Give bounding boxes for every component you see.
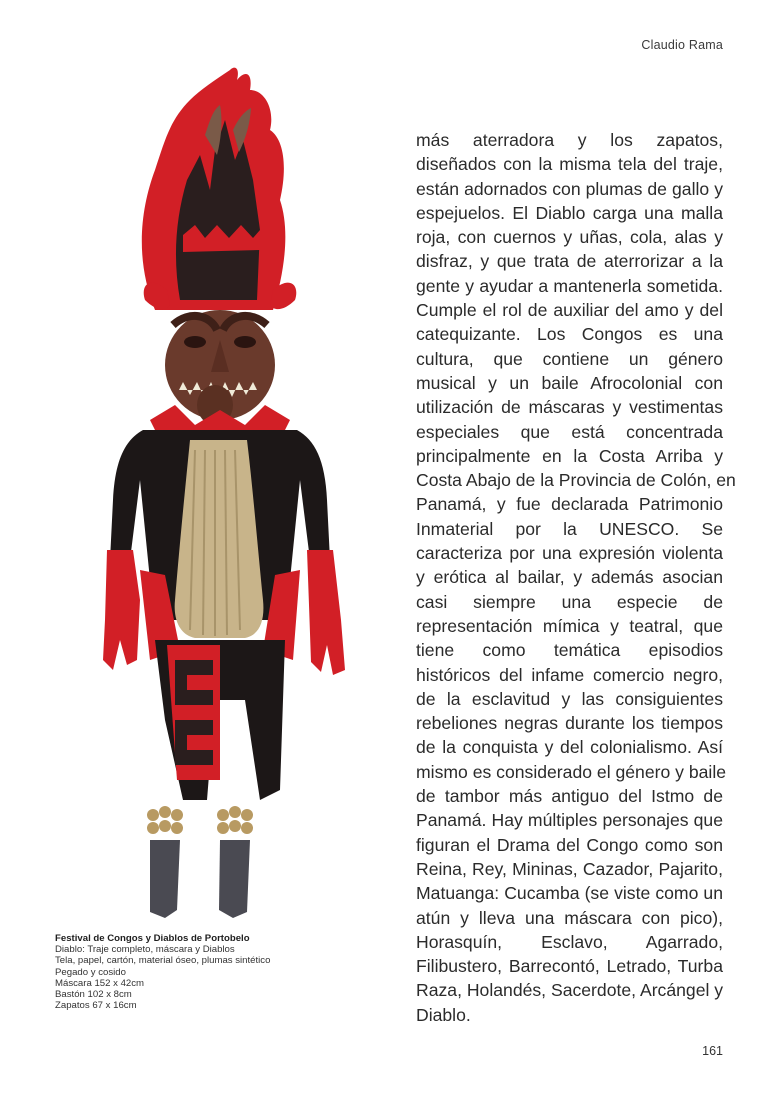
body-line: Reina, Rey, Mininas, Cazador, Pajarito,: [416, 858, 723, 879]
body-line: Horasquín, Esclavo, Agarrado,: [416, 931, 723, 952]
fiber-beard: [175, 440, 264, 638]
body-line: están adornados con plumas de gallo y: [416, 178, 723, 199]
body-line: tiene como temática episodios: [416, 640, 723, 661]
body-line: figuran el Drama del Congo como son: [416, 834, 723, 855]
body-line: Matuanga: Cucamba (se viste como un: [416, 883, 723, 904]
body-line: gente y ayudar a mantenerla sometida.: [416, 275, 723, 296]
body-text-column: [416, 128, 736, 1027]
caption-title: Festival de Congos y Diablos de Portobelo: [55, 933, 250, 944]
diablo-costume-illustration: [95, 60, 360, 930]
right-glove: [307, 550, 345, 675]
body-line: Panamá, y fue declarada Patrimonio: [416, 494, 723, 515]
body-line: Inmaterial por la UNESCO. Se: [416, 518, 723, 539]
left-shoe: [150, 840, 180, 918]
body-line: de la conquista y del colonialismo. Así: [416, 737, 723, 758]
caption-line: Zapatos 67 x 16cm: [55, 1000, 137, 1012]
caption-line: Pegado y cosido: [55, 966, 126, 978]
caption-line: Diablo: Traje completo, máscara y Diablos: [55, 944, 235, 956]
body-line: disfraz, y que trata de aterrorizar a la: [416, 251, 723, 272]
body-line: roja, con cuernos y uñas, cola, alas y: [416, 227, 723, 248]
page-number: 161: [702, 1044, 723, 1058]
body-line: y erótica al bailar, y además asocian: [416, 567, 723, 588]
body-line: históricos del infame comercio negro,: [416, 664, 723, 685]
body-line: Raza, Holandés, Sacerdote, Arcángel y: [416, 980, 724, 1001]
mask-left-eye: [184, 336, 206, 348]
ankle-bells-right: [217, 806, 253, 834]
body-line: Panamá. Hay múltiples personajes que: [416, 810, 723, 831]
body-line: Filibustero, Barrecontó, Letrado, Turba: [416, 956, 723, 977]
caption-line: Máscara 152 x 42cm: [55, 977, 145, 989]
body-line: principalmente en la Costa Arriba y: [416, 445, 723, 466]
body-line: caracteriza por una expresión violenta: [416, 543, 723, 564]
mask-right-eye: [234, 336, 256, 348]
body-line: musical y un baile Afrocolonial con: [416, 372, 723, 393]
body-line: diseñados con la misma tela del traje,: [416, 154, 723, 175]
body-line: cultura, que contiene un género: [416, 348, 723, 369]
body-line: rebeliones negras durante los tiempos: [416, 713, 723, 734]
body-line: más aterradora y los zapatos,: [416, 130, 723, 150]
body-line: catequizante. Los Congos es una: [416, 324, 723, 345]
body-line: casi siempre una especie de: [416, 591, 723, 612]
body-line: atún y lleva una máscara con pico),: [416, 907, 723, 928]
caption-line: Tela, papel, cartón, material óseo, plumas sintético: [55, 955, 271, 967]
diablo-costume-photo: [95, 60, 360, 930]
ankle-bells-left: [147, 806, 183, 834]
right-shoe: [219, 840, 250, 918]
body-line: mismo es considerado el género y baile: [416, 761, 727, 782]
body-line: de la esclavitud y las consiguientes: [416, 688, 723, 709]
body-line: Cumple el rol de auxiliar del amo y del: [416, 300, 723, 321]
body-line: representación mímica y teatral, que: [416, 615, 723, 636]
body-line: especiales que está concentrada: [416, 421, 723, 442]
left-glove: [103, 550, 140, 670]
caption-line: Bastón 102 x 8cm: [55, 989, 132, 1001]
body-line: espejuelos. El Diablo carga una malla: [416, 202, 723, 223]
figure-caption: [55, 933, 355, 1011]
body-line-last: Diablo.: [416, 1004, 471, 1025]
body-line: utilización de máscaras y vestimentas: [416, 397, 723, 418]
body-line: de tambor más antiguo del Istmo de: [416, 786, 723, 807]
body-line: Costa Abajo de la Provincia de Colón, en: [416, 470, 736, 491]
running-header-author: Claudio Rama: [641, 38, 723, 52]
